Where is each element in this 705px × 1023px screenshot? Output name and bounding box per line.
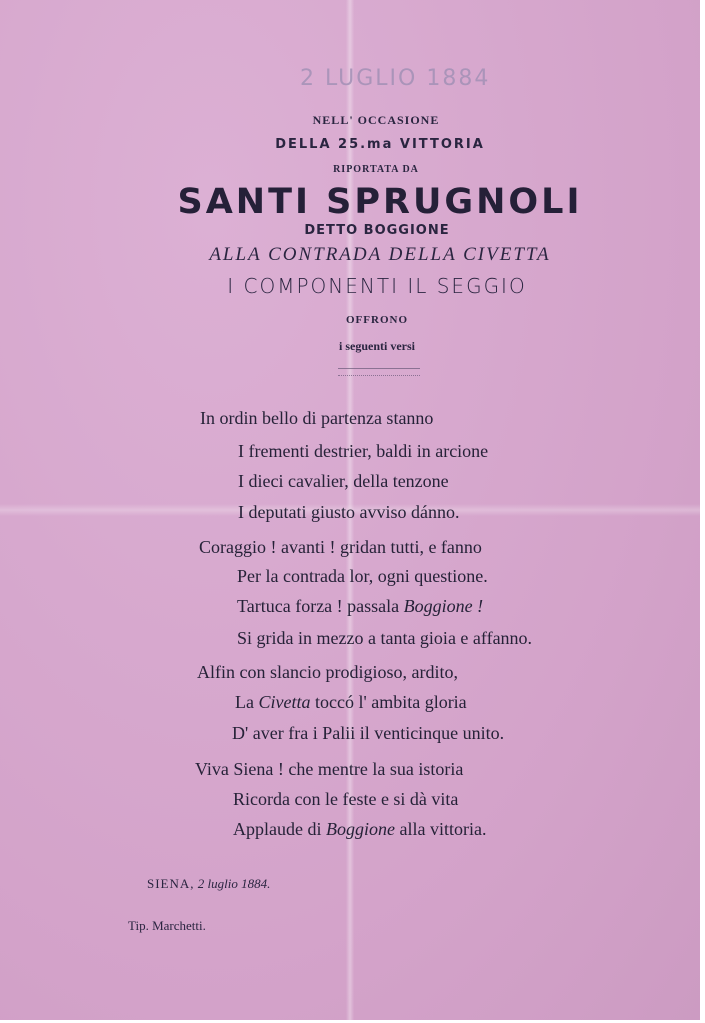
poem-line: Viva Siena ! che mentre la sua istoria [195, 759, 464, 779]
header-occasion: NELL' OCCASIONE [312, 113, 440, 127]
poem-line: Coraggio ! avanti ! gridan tutti, e fanno [199, 537, 482, 557]
contrada-line: ALLA CONTRADA DELLA CIVETTA [209, 244, 551, 265]
poem-line: Ricorda con le feste e si dà vita [233, 789, 459, 809]
poem-line: La Civetta toccó l' ambita gloria [235, 692, 467, 712]
poem-line: Alfin con slancio prodigioso, ardito, [197, 662, 458, 682]
poem-line: Applaude di Boggione alla vittoria. [233, 819, 487, 839]
jockey-name: SANTI SPRUGNOLI [177, 182, 583, 222]
imprint-place: SIENA, [147, 876, 195, 891]
header-riportata: RIPORTATA DA [333, 164, 419, 175]
printer-credit: Tip. Marchetti. [128, 918, 206, 933]
poem-line: Per la contrada lor, ogni questione. [237, 566, 488, 586]
poem-line: I dieci cavalier, della tenzone [238, 471, 449, 491]
donors-line: I COMPONENTI IL SEGGIO [227, 274, 527, 298]
poem-line: In ordin bello di partenza stanno [200, 408, 434, 428]
poem-line: I frementi destrier, baldi in arcione [238, 441, 489, 461]
poem-line: Si grida in mezzo a tanta gioia e affanno. [237, 628, 533, 648]
poem-line: D' aver fra i Palii il venticinque unito. [232, 723, 505, 743]
header-victory: DELLA 25.ma VITTORIA [275, 137, 485, 152]
ornamental-rule [338, 368, 420, 376]
offrono-line: OFFRONO [346, 314, 408, 326]
jockey-nickname: DETTO BOGGIONE [304, 223, 450, 238]
imprint-date-value: 2 luglio 1884. [197, 876, 271, 891]
poem-line: Tartuca forza ! passala Boggione ! [237, 596, 484, 616]
poem-line: I deputati giusto avviso dánno. [238, 502, 460, 522]
pencil-date-note: 2 LUGLIO 1884 [300, 66, 491, 91]
imprint-date [147, 876, 270, 892]
versi-line: i seguenti versi [339, 339, 415, 353]
